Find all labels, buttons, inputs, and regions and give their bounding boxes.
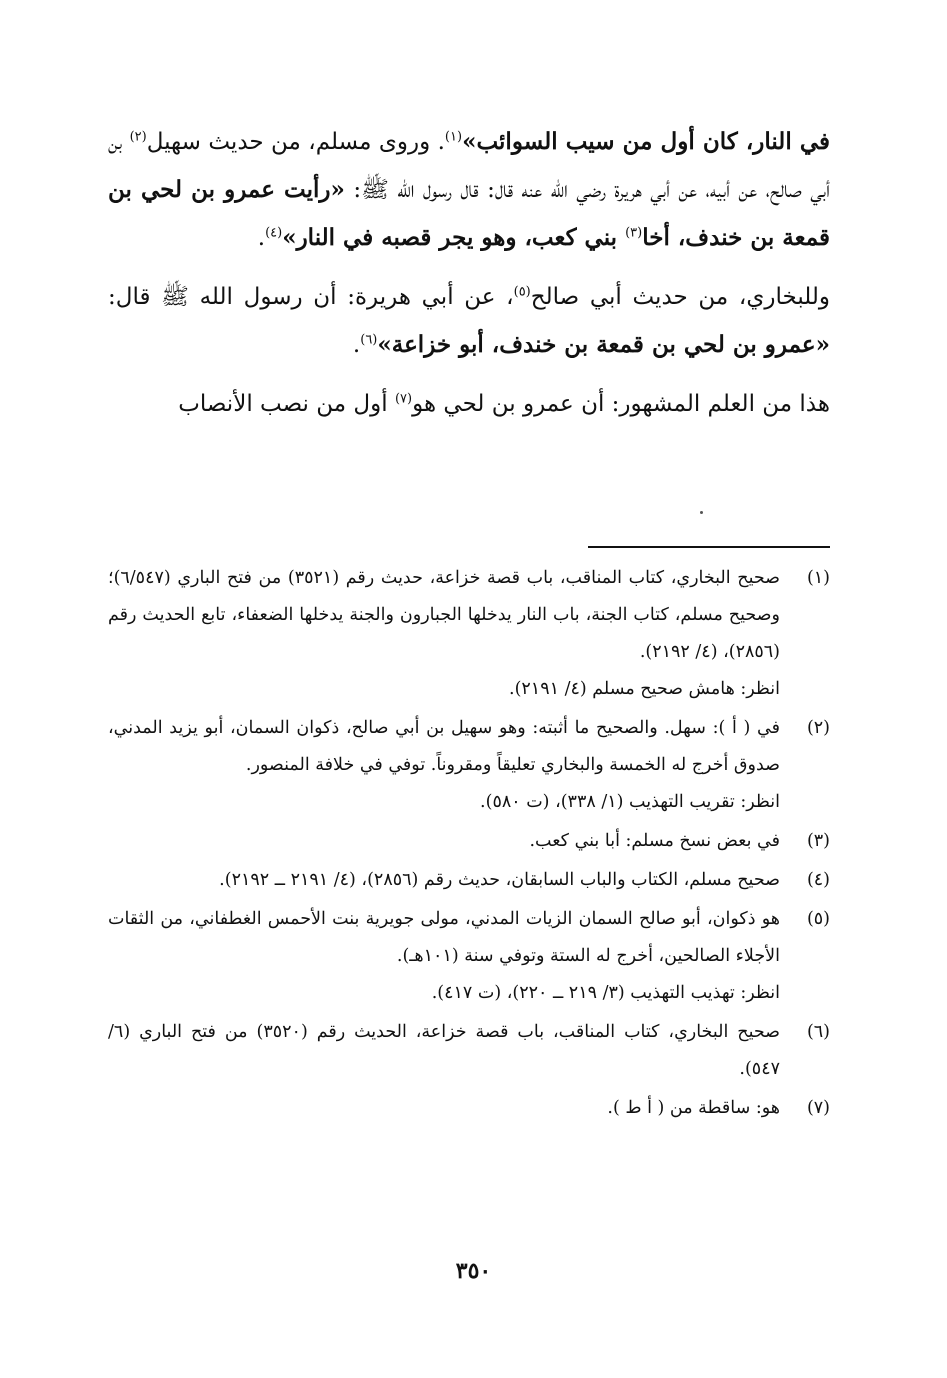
paragraph-2 xyxy=(108,274,830,369)
footnotes xyxy=(108,560,830,1127)
main-text xyxy=(108,118,830,428)
footnote-separator xyxy=(588,546,830,548)
footnote-number: (٢) xyxy=(806,718,830,738)
footnote-text: صحيح البخاري، كتاب المناقب، باب قصة خزاعة، الحديث رقم (٣٥٢٠) من فتح الباري (٦/ ٥٤٧). xyxy=(108,1022,781,1079)
text-run: وللبخاري، من حديث أبي صالح xyxy=(530,284,830,310)
footnote-text: صحيح البخاري، كتاب المناقب، باب قصة خزاعة، حديث رقم (٣٥٢١) من فتح الباري (٦/٥٤٧)؛ وصحيح مسلم، كتاب الجنة، باب النار يدخلها الجبارون والجنة يدخلها الضعفاء، تابع الحديث رقم (٢٨٥٦)، (٤/ ٢١٩٢). xyxy=(108,568,781,662)
footnote-ref: (١) xyxy=(444,129,463,145)
footnote-item xyxy=(108,823,830,860)
text-run: بني كعب، وهو يجر قصبه في النار» xyxy=(282,224,626,251)
page-number: ٣٥٠ xyxy=(455,1258,492,1284)
text-run: . xyxy=(352,332,361,358)
footnote-text: صحيح مسلم، الكتاب والباب السابقان، حديث رقم (٢٨٥٦)، (٤/ ٢١٩١ ــ ٢١٩٢). xyxy=(219,870,780,890)
footnote-number: (٦) xyxy=(806,1022,830,1042)
text-run: . xyxy=(257,225,266,251)
footnote-ref: (٧) xyxy=(394,391,413,407)
footnote-number: (٥) xyxy=(806,909,830,929)
stray-mark xyxy=(700,511,703,514)
footnote-number: (٤) xyxy=(806,870,830,890)
text-run: بن أبي صالح، عن أبيه، عن أبي هريرة رضي الله عنه قال: قال رسول الله ﷺ: xyxy=(108,129,830,203)
footnote-item xyxy=(108,710,830,821)
footnote-item xyxy=(108,862,830,899)
footnote-number: (١) xyxy=(806,568,830,588)
footnote-text: انظر: تهذيب التهذيب (٣/ ٢١٩ ــ ٢٢٠)، (ت ٤١٧). xyxy=(431,983,780,1003)
text-run: . وروى مسلم، من حديث سهيل xyxy=(146,129,445,155)
footnote-number: (٧) xyxy=(806,1098,830,1118)
footnote-text: انظر: هامش صحيح مسلم (٤/ ٢١٩١). xyxy=(509,679,780,699)
text-run: ، عن أبي هريرة: أن رسول الله ﷺ قال: xyxy=(108,284,514,310)
footnote-text: هو: ساقطة من ( أ ط ). xyxy=(607,1098,780,1118)
footnote-text: في بعض نسخ مسلم: أبا بني كعب. xyxy=(529,831,780,851)
footnote-ref: (٤) xyxy=(265,225,283,241)
footnote-ref: (٥) xyxy=(513,284,531,300)
paragraph-1 xyxy=(108,118,830,262)
footnote-text: انظر: تقريب التهذيب (١/ ٣٣٨)، (ت ٥٨٠). xyxy=(480,792,780,812)
footnote-number: (٣) xyxy=(806,831,830,851)
text-run: هذا من العلم المشهور: أن عمرو بن لحي هو xyxy=(412,391,830,417)
text-run: «عمرو بن لحي بن قمعة بن خندف، أبو خزاعة» xyxy=(377,331,830,358)
footnote-item xyxy=(108,901,830,1012)
footnote-text: هو ذكوان، أبو صالح السمان الزيات المدني، مولى جويرية بنت الأحمس الغطفاني، من الثقات الأجلاء الصالحين، أخرج له الستة وتوفي سنة (١٠١هـ). xyxy=(108,909,780,966)
footnote-item xyxy=(108,560,830,708)
text-run: «رأيت عمرو بن لحي بن قمعة بن خندف، أخا xyxy=(108,176,830,251)
footnote-text: في ( أ ): سهل. والصحيح ما أثبته: وهو سهيل بن أبي صالح، ذكوان السمان، أبو يزيد المدني، صدوق أخرج له الخمسة والبخاري تعليقاً ومقروناً. توفي في خلافة المنصور. xyxy=(108,718,780,775)
footnote-ref: (٢) xyxy=(129,129,147,145)
footnote-item xyxy=(108,1014,830,1088)
text-run: أول من نصب الأنصاب xyxy=(178,391,395,417)
footnote-ref: (٦) xyxy=(360,332,378,348)
footnote-ref: (٣) xyxy=(625,225,643,241)
paragraph-3 xyxy=(108,381,830,428)
text-run: في النار، كان أول من سيب السوائب» xyxy=(462,128,830,155)
footnote-item xyxy=(108,1090,830,1127)
